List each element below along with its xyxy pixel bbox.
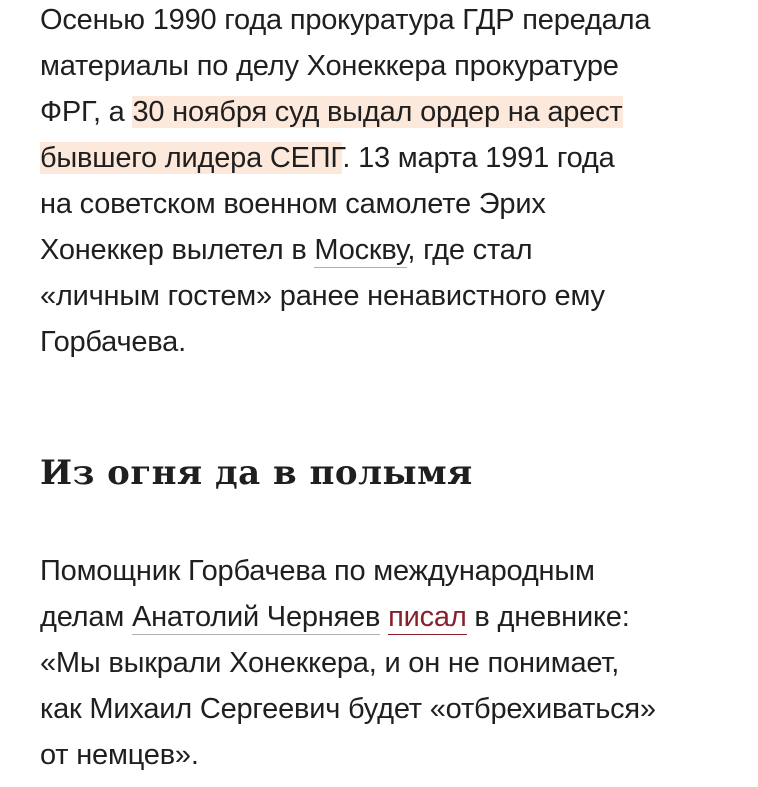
text-line: Горбачева. (40, 326, 186, 358)
text-line: ФРГ, а (40, 96, 133, 128)
text-line: материалы по делу Хонеккера прокуратуре (40, 50, 619, 82)
wrote-link[interactable]: писал (388, 601, 467, 633)
text-line: Помощник Горбачева по международным (40, 555, 595, 587)
text-line: от немцев». (40, 739, 199, 771)
text-line (380, 601, 388, 633)
text-line: в дневнике: (466, 601, 630, 633)
chernyaev-link[interactable]: Анатолий Черняев (131, 601, 381, 633)
paragraph-honecker-extradition (40, 0, 740, 365)
paragraph-chernyaev-diary (40, 548, 740, 778)
text-line: на советском военном самолете Эрих (40, 188, 546, 220)
text-line: Осенью 1990 года прокуратура ГДР передала (40, 4, 651, 36)
text-line: Хонеккер вылетел в (40, 234, 315, 266)
moscow-link[interactable]: Москву (314, 234, 408, 266)
text-line: как Михаил Сергеевич будет «отбрехиваться» (40, 693, 656, 725)
highlighted-text: 30 ноября суд выдал ордер на арест (132, 96, 623, 128)
text-line: делам (40, 601, 132, 633)
highlighted-text: бывшего лидера СЕПГ (40, 142, 343, 174)
text-line: , где стал (407, 234, 533, 266)
text-line: «Мы выкрали Хонеккера, и он не понимает, (40, 647, 620, 679)
text-line: «личным гостем» ранее ненавистного ему (40, 280, 605, 312)
section-heading: Из огня да в полымя (40, 453, 473, 493)
text-line: . 13 марта 1991 года (342, 142, 615, 174)
